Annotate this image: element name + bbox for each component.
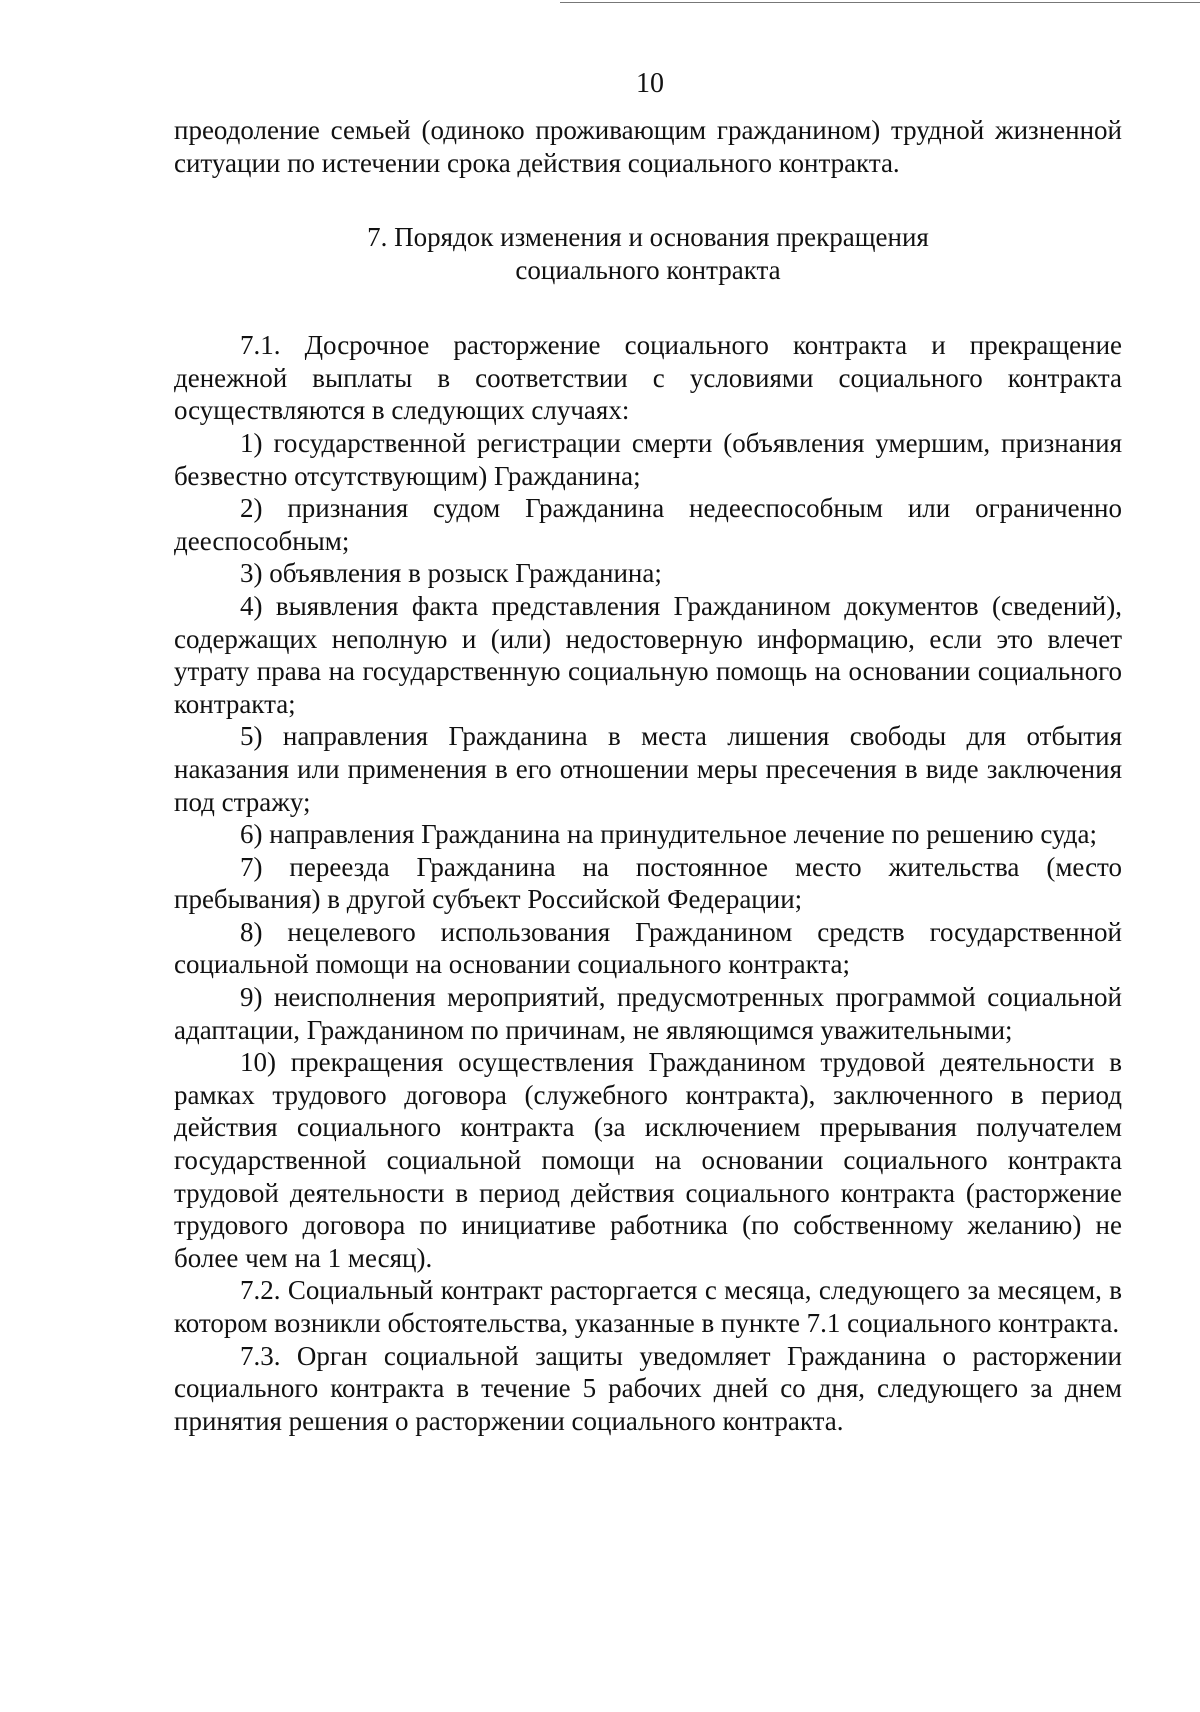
list-item-7: 7) переезда Гражданина на постоянное место жительства (место пребывания) в другой субъект Российской Федерации; xyxy=(174,851,1122,915)
list-item-5: 5) направления Гражданина в места лишения свободы для отбытия наказания или применения в его отношении меры пресечения в виде заключения под стражу; xyxy=(174,721,1122,817)
list-item-3: 3) объявления в розыск Гражданина; xyxy=(240,558,662,589)
section-title-line-1: 7. Порядок изменения и основания прекращения xyxy=(367,222,929,253)
list-item-8: 8) нецелевого использования Гражданином средств государственной социальной помощи на основании социального контракта; xyxy=(174,916,1122,980)
list-item-9: 9) неисполнения мероприятий, предусмотренных программой социальной адаптации, Гражданином по причинам, не являющимся уважительными; xyxy=(174,982,1122,1045)
section-heading xyxy=(174,221,1122,287)
scan-edge-line xyxy=(560,2,1200,3)
clause-7-2: 7.2. Социальный контракт расторгается с месяца, следующего за месяцем, в котором возникли обстоятельства, указанные в пункте 7.1 социального контракта. xyxy=(174,1275,1122,1338)
intro-paragraph: преодоление семьей (одиноко проживающим гражданином) трудной жизненной ситуации по истечении срока действия социального контракта. xyxy=(174,115,1122,178)
section-title-line-2: социального контракта xyxy=(515,255,781,286)
clause-7-3: 7.3. Орган социальной защиты уведомляет Гражданина о расторжении социального контракта в течение 5 рабочих дней со дня, следующего за днем принятия решения о расторжении социального контракта. xyxy=(174,1340,1122,1436)
list-item-10: 10) прекращения осуществления Гражданином трудовой деятельности в рамках трудового договора (служебного контракта), заключенного в период действия социального контракта (за исключением прерывания получателем государственной социальной помощи на основании социального контракта трудовой деятельности в период действия социального контракта (расторжение трудового договора по инициативе работника (по собственному желанию) не более чем на 1 месяц). xyxy=(174,1047,1122,1273)
list-item-6: 6) направления Гражданина на принудительное лечение по решению суда; xyxy=(240,819,1098,850)
list-item-1: 1) государственной регистрации смерти (объявления умершим, признания безвестно отсутствующим) Гражданина; xyxy=(174,427,1122,491)
document-body xyxy=(174,114,1122,1437)
clause-7-1: 7.1. Досрочное расторжение социального контракта и прекращение денежной выплаты в соответствии с условиями социального контракта осуществляются в следующих случаях: xyxy=(174,330,1122,426)
list-item-2: 2) признания судом Гражданина недееспособным или ограниченно дееспособным; xyxy=(174,493,1122,556)
list-item-4: 4) выявления факта представления Гражданином документов (сведений), содержащих неполную и (или) недостоверную информацию, если это влечет утрату права на государственную социальную помощь на основании социального контракта; xyxy=(174,590,1122,719)
page-number: 10 xyxy=(636,68,664,99)
